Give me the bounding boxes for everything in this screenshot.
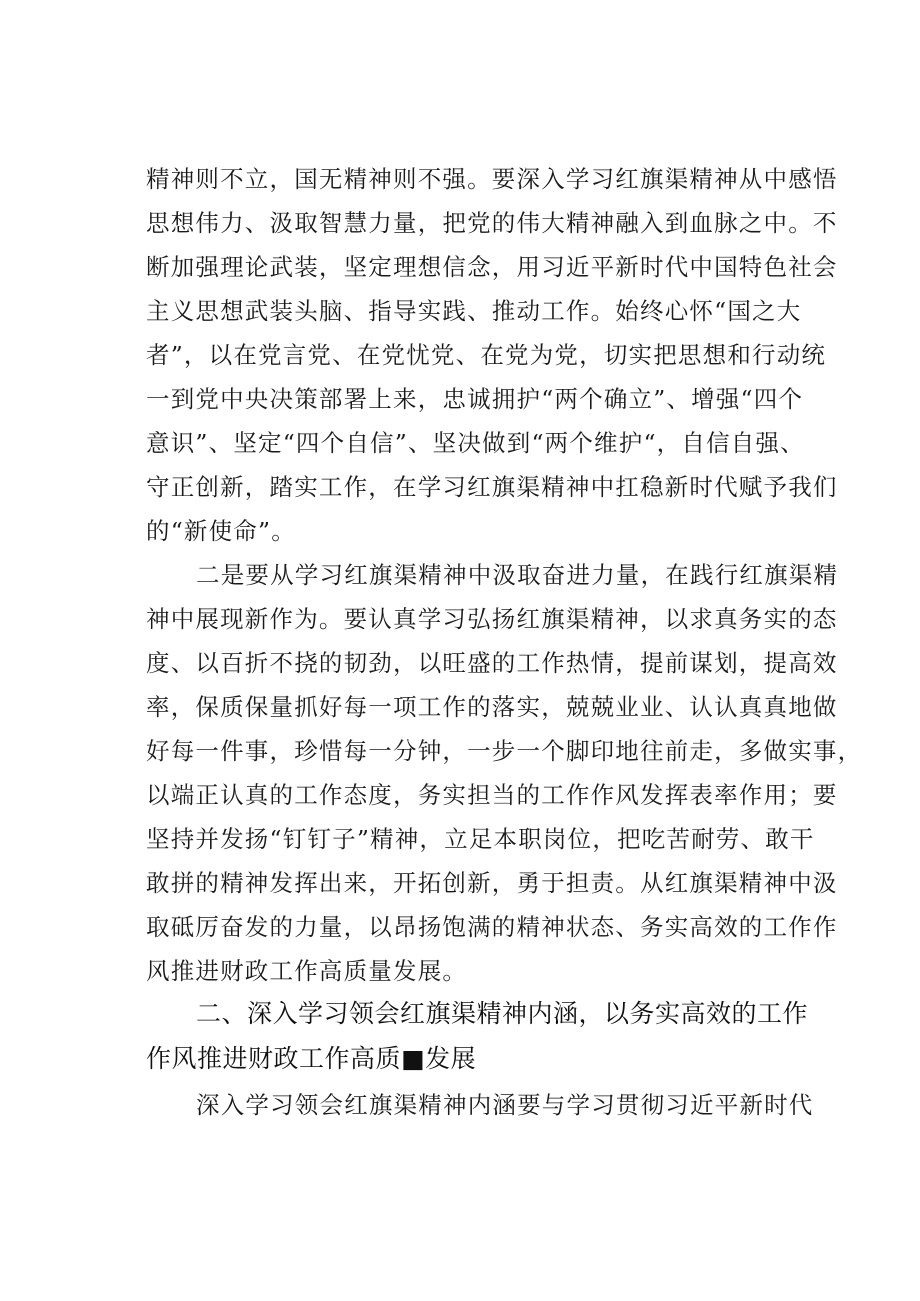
section-heading-line: 二、深入学习领会红旗渠精神内涵，以务实高效的工作 — [196, 999, 809, 1028]
paragraph-line: 一到党中央决策部署上来，忠诚拥护“两个确立”、增强“四个 — [146, 385, 804, 413]
paragraph-line: 敢拼的精神发挥出来，开拓创新，勇于担责。从红旗渠精神中汲 — [146, 869, 838, 897]
section-heading-line: 作风推进财政工作高质■发展 — [146, 1044, 477, 1073]
paragraph-line: 风推进财政工作高质量发展。 — [146, 957, 468, 985]
paragraph-line: 好每一件事，珍惜每一分钟，一步一个脚印地往前走，多做实事， — [146, 737, 863, 765]
paragraph-line: 坚持并发扬“钉钉子”精神，立足本职岗位，把吃苦耐劳、敢干 — [146, 825, 815, 853]
paragraph-line: 二是要从学习红旗渠精神中汲取奋进力量，在践行红旗渠精 — [196, 561, 839, 589]
paragraph-line: 者”，以在党言党、在党忧党、在党为党，切实把思想和行动统 — [146, 341, 827, 369]
paragraph-line: 率，保质保量抓好每一项工作的落实，兢兢业业、认认真真地做 — [146, 693, 838, 721]
paragraph-line: 取砥厉奋发的力量，以昂扬饱满的精神状态、务实高效的工作作 — [146, 913, 838, 941]
paragraph-line: 精神则不立，国无精神则不强。要深入学习红旗渠精神从中感悟 — [146, 165, 838, 193]
paragraph-line: 以端正认真的工作态度，务实担当的工作作风发挥表率作用；要 — [146, 781, 838, 809]
paragraph-line: 思想伟力、汲取智慧力量，把党的伟大精神融入到血脉之中。不 — [146, 209, 838, 237]
paragraph-line: 主义思想武装头脑、指导实践、推动工作。始终心怀“国之大 — [146, 297, 802, 325]
paragraph-line: 意识”、坚定“四个自信”、坚决做到“两个维护“，自信自强、 — [146, 429, 805, 457]
paragraph-line: 的“新使命”。 — [146, 517, 296, 545]
paragraph-line: 神中展现新作为。要认真学习弘扬红旗渠精神，以求真务实的态 — [146, 605, 838, 633]
paragraph-line: 度、以百折不挠的韧劲，以旺盛的工作热情，提前谋划，提高效 — [146, 649, 838, 677]
paragraph-line: 深入学习领会红旗渠精神内涵要与学习贯彻习近平新时代 — [196, 1091, 814, 1119]
paragraph-line: 守正创新，踏实工作，在学习红旗渠精神中扛稳新时代赋予我们 — [146, 473, 838, 501]
paragraph-line: 断加强理论武装，坚定理想信念，用习近平新时代中国特色社会 — [146, 253, 838, 281]
